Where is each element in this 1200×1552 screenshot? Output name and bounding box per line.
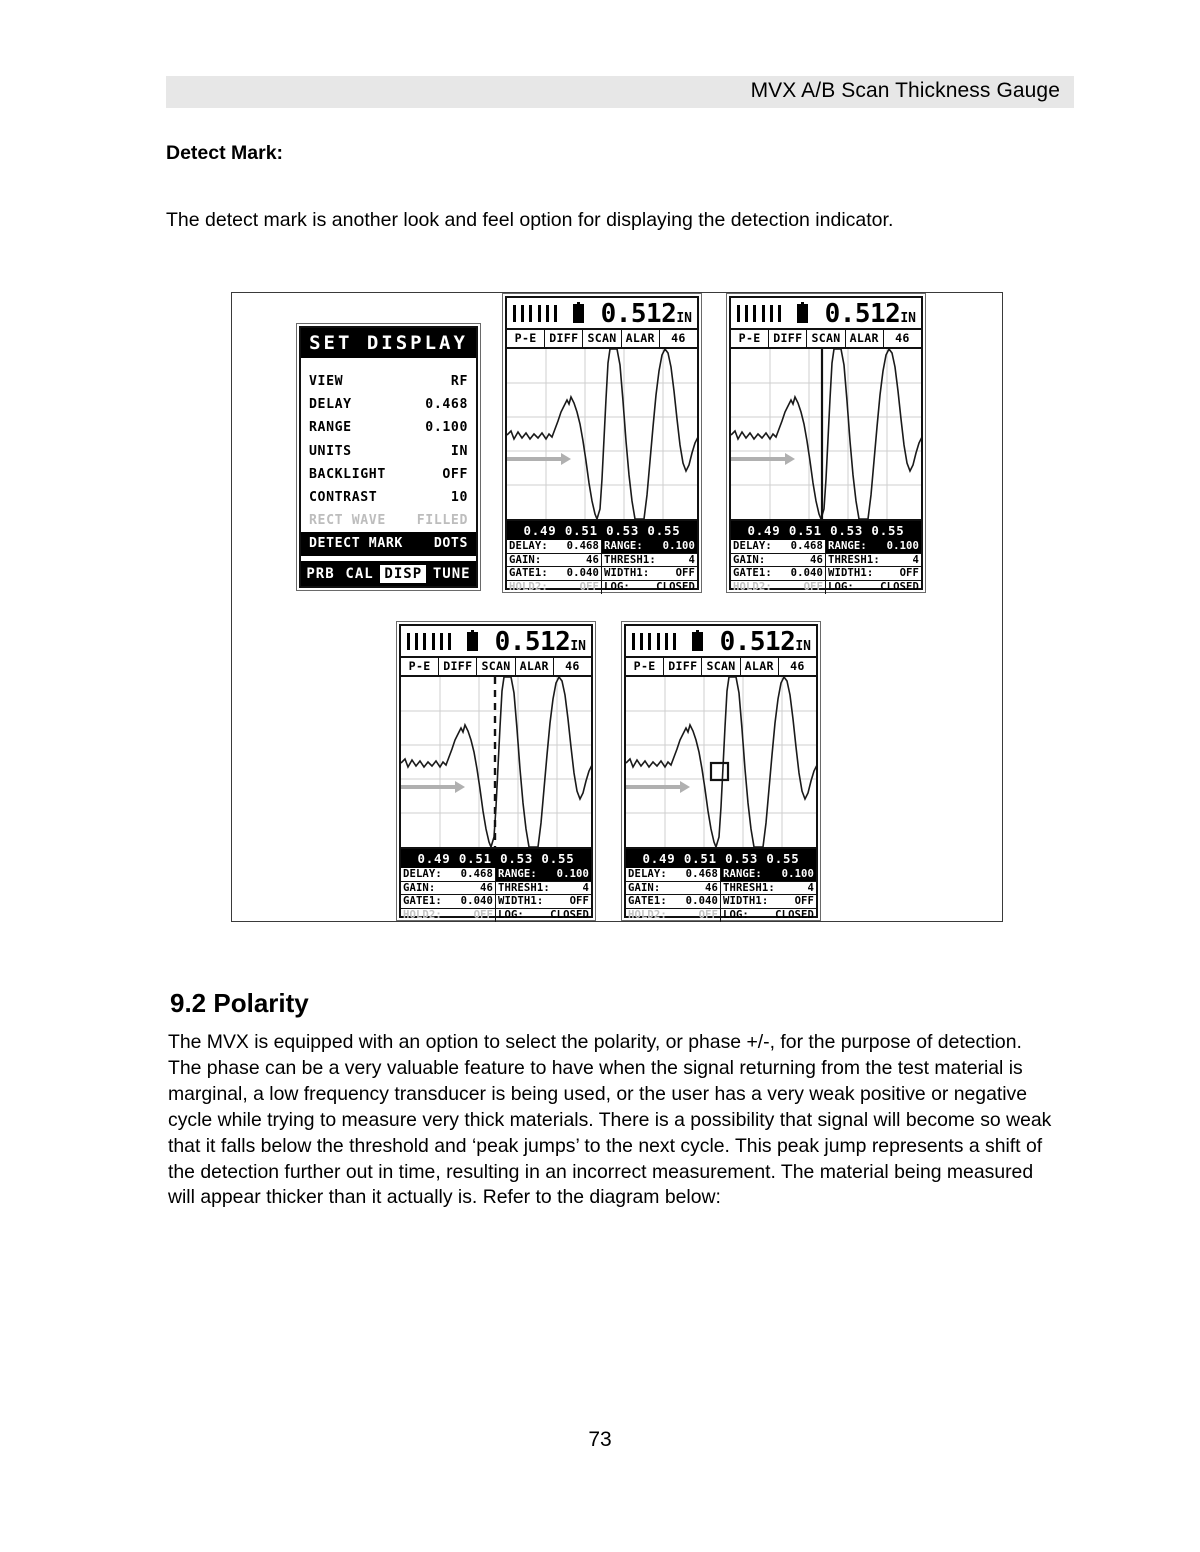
param-gain[interactable] — [731, 554, 826, 567]
menu-item-units[interactable] — [301, 440, 476, 463]
param-row — [731, 554, 921, 568]
page-header-title: MVX A/B Scan Thickness Gauge — [750, 79, 1060, 102]
gauge-tab-pe[interactable]: P-E — [731, 330, 769, 347]
battery-icon — [692, 632, 703, 651]
param-value: CLOSED — [880, 580, 919, 593]
menu-tab-bar — [301, 561, 476, 586]
param-width1[interactable] — [602, 567, 697, 580]
gauge-panel-dots — [396, 621, 596, 921]
param-hold2 — [401, 909, 496, 923]
gauge-tab-gain[interactable]: 46 — [790, 659, 805, 673]
waveform-svg — [401, 677, 591, 847]
gauge-panel-line — [726, 293, 926, 593]
battery-icon — [573, 304, 584, 323]
param-key: WIDTH1: — [498, 895, 544, 907]
param-key: GATE1: — [403, 895, 442, 907]
param-range[interactable] — [721, 868, 816, 881]
waveform-scale: 0.49 0.51 0.53 0.55 — [401, 849, 591, 868]
param-key: HOLD2: — [733, 580, 772, 593]
menu-tab-tune[interactable]: TUNE — [432, 565, 471, 582]
param-key: RANGE: — [723, 868, 762, 880]
param-key: THRESH1: — [828, 553, 880, 566]
signal-strength-icon — [407, 633, 451, 650]
param-value: 0.040 — [566, 567, 599, 579]
param-hold2 — [507, 581, 602, 595]
gate-arrow-icon — [731, 453, 795, 465]
param-key: GATE1: — [733, 567, 772, 579]
menu-item-value: 10 — [450, 489, 468, 505]
param-key: DELAY: — [628, 868, 667, 880]
gauge-mode-tabs — [626, 658, 816, 677]
gauge-tab-alar[interactable]: ALAR — [741, 658, 779, 675]
waveform-trace — [507, 349, 697, 519]
param-range[interactable] — [826, 540, 921, 553]
param-value: 0.040 — [790, 567, 823, 579]
param-value: 4 — [582, 881, 589, 894]
param-row — [626, 868, 816, 882]
menu-item-label: RANGE — [309, 420, 352, 436]
param-key: GAIN: — [628, 881, 661, 894]
signal-strength-icon — [737, 305, 781, 322]
param-value: 0.468 — [460, 868, 493, 880]
menu-tab-disp[interactable]: DISP — [380, 565, 426, 583]
param-thresh1[interactable] — [496, 882, 591, 895]
thickness-reading — [825, 299, 916, 334]
menu-item-detect-mark[interactable] — [301, 532, 476, 555]
param-value: 4 — [912, 553, 919, 566]
gauge-tab-diff[interactable]: DIFF — [545, 330, 583, 347]
gauge-status-bar — [626, 626, 816, 658]
gate-arrow-icon — [507, 453, 571, 465]
param-key: HOLD2: — [628, 908, 667, 921]
param-key: RANGE: — [498, 868, 537, 880]
param-row — [401, 909, 591, 923]
section-body-polarity: The MVX is equipped with an option to select the polarity, or phase +/-, for the purpose of detection. The phase can be a very valuable feature to have when the signal returning from the test material is marginal, a low frequency transducer is being used, or the user has a very weak positive or negative cycle while trying to measure very thick materials. There is a possibility that signal will become so weak that it falls below the threshold and ‘peak jumps’ to the next cycle. This peak jump represents a shift of the detection further out in time, resulting in an incorrect measurement. The material being measured will appear thicker than it actually is. Refer to the diagram below: — [168, 1031, 1052, 1209]
waveform-scale: 0.49 0.51 0.53 0.55 — [507, 521, 697, 540]
param-range[interactable] — [496, 868, 591, 881]
menu-item-label: RECT WAVE — [309, 513, 386, 529]
menu-item-label: VIEW — [309, 374, 344, 389]
waveform-display — [507, 349, 697, 521]
param-value: 0.468 — [566, 540, 599, 552]
param-value: 46 — [480, 881, 493, 894]
param-delay[interactable] — [626, 868, 721, 881]
gauge-mode-tabs — [507, 330, 697, 349]
param-gain[interactable] — [401, 882, 496, 895]
param-key: GATE1: — [509, 567, 548, 579]
menu-tab-prb[interactable]: PRB — [306, 565, 335, 582]
menu-item-label: DETECT MARK — [309, 536, 403, 552]
param-value: 0.040 — [460, 895, 493, 907]
page-header-bar — [166, 76, 1074, 108]
param-key: WIDTH1: — [723, 895, 769, 907]
gauge-tab-alar[interactable]: ALAR — [516, 658, 554, 675]
menu-item-value: DOTS — [433, 536, 468, 552]
menu-item-value: 0.468 — [425, 397, 468, 413]
param-gate1[interactable] — [401, 895, 496, 908]
set-display-menu-body — [299, 326, 478, 588]
param-width1[interactable] — [826, 567, 921, 580]
gate-arrow-icon — [401, 781, 465, 793]
waveform-grid — [731, 349, 921, 519]
gauge-tab-pe[interactable]: P-E — [401, 658, 439, 675]
gauge-mode-tabs — [401, 658, 591, 677]
param-key: GAIN: — [733, 553, 766, 566]
param-hold2 — [626, 909, 721, 923]
battery-icon — [797, 304, 808, 323]
gauge-tab-alar[interactable]: ALAR — [622, 330, 660, 347]
menu-tab-cal[interactable]: CAL — [345, 565, 374, 582]
waveform-trace — [731, 349, 921, 519]
set-display-menu-title: SET DISPLAY — [301, 328, 476, 358]
thickness-value: 0.512 — [719, 627, 796, 657]
param-key: LOG: — [498, 908, 524, 921]
param-gate1[interactable] — [731, 567, 826, 580]
gauge-screen-body — [399, 624, 593, 921]
param-log[interactable] — [496, 909, 591, 923]
param-value: OFF — [899, 567, 919, 579]
waveform-scale: 0.49 0.51 0.53 0.55 — [731, 521, 921, 540]
param-hold2 — [731, 581, 826, 595]
param-row — [507, 554, 697, 568]
gauge-tab-pe[interactable]: P-E — [626, 658, 664, 675]
param-value: 4 — [807, 881, 814, 894]
menu-item-value: RF — [450, 374, 468, 389]
param-row — [626, 882, 816, 896]
param-key: GATE1: — [628, 895, 667, 907]
gauge-tab-scan[interactable]: SCAN — [702, 658, 740, 675]
waveform-grid — [507, 349, 697, 519]
param-value: OFF — [579, 580, 599, 593]
param-value: 0.100 — [781, 868, 814, 880]
gauge-panel-none — [502, 293, 702, 593]
gauge-screen-body — [729, 296, 923, 593]
thickness-unit: IN — [676, 311, 692, 326]
section-heading-polarity: 9.2 Polarity — [170, 988, 309, 1018]
gauge-tab-diff[interactable]: DIFF — [439, 658, 477, 675]
param-key: GAIN: — [509, 553, 542, 566]
param-value: CLOSED — [775, 908, 814, 921]
gauge-tab-alar[interactable]: ALAR — [846, 330, 884, 347]
gauge-tab-gain[interactable]: 46 — [895, 331, 910, 345]
gauge-status-bar — [731, 298, 921, 330]
param-value: OFF — [698, 908, 718, 921]
param-key: HOLD2: — [403, 908, 442, 921]
menu-item-label: CONTRAST — [309, 489, 378, 505]
param-thresh1[interactable] — [602, 554, 697, 567]
menu-item-delay[interactable] — [301, 393, 476, 416]
param-gain[interactable] — [507, 554, 602, 567]
gauge-status-bar — [507, 298, 697, 330]
param-value: CLOSED — [656, 580, 695, 593]
gate-arrow-icon — [626, 781, 690, 793]
param-log[interactable] — [602, 581, 697, 595]
waveform-svg — [507, 349, 697, 519]
param-value: 46 — [586, 553, 599, 566]
param-row — [731, 567, 921, 581]
gauge-parameter-table — [626, 868, 816, 921]
param-row — [401, 868, 591, 882]
gauge-status-bar — [401, 626, 591, 658]
waveform-display — [731, 349, 921, 521]
thickness-unit: IN — [900, 311, 916, 326]
menu-item-value: 0.100 — [425, 420, 468, 436]
menu-item-rect-wave — [301, 509, 476, 532]
param-width1[interactable] — [721, 895, 816, 908]
detect-mark-paragraph: The detect mark is another look and feel option for displaying the detection indicator. — [166, 209, 894, 231]
param-row — [731, 540, 921, 554]
battery-icon — [467, 632, 478, 651]
thickness-value: 0.512 — [600, 299, 677, 329]
gauge-panel-box — [621, 621, 821, 921]
param-value: 0.468 — [790, 540, 823, 552]
gauge-screen-body — [624, 624, 818, 921]
param-width1[interactable] — [496, 895, 591, 908]
param-gate1[interactable] — [507, 567, 602, 580]
param-value: 0.100 — [886, 540, 919, 552]
menu-item-label: UNITS — [309, 443, 352, 459]
detect-mark-heading: Detect Mark: — [166, 142, 284, 164]
gauge-tab-scan[interactable]: SCAN — [807, 330, 845, 347]
menu-item-range[interactable] — [301, 416, 476, 439]
param-delay[interactable] — [731, 540, 826, 553]
param-row — [507, 581, 697, 595]
gauge-tab-scan[interactable]: SCAN — [583, 330, 621, 347]
menu-item-backlight[interactable] — [301, 463, 476, 486]
param-gate1[interactable] — [626, 895, 721, 908]
param-row — [507, 567, 697, 581]
param-key: THRESH1: — [604, 553, 656, 566]
page-number: 73 — [588, 1428, 612, 1451]
param-value: CLOSED — [550, 908, 589, 921]
param-value: 4 — [688, 553, 695, 566]
gauge-parameter-table — [401, 868, 591, 921]
menu-item-label: BACKLIGHT — [309, 466, 386, 482]
waveform-display — [626, 677, 816, 849]
waveform-svg — [731, 349, 921, 519]
param-key: LOG: — [828, 580, 854, 593]
param-thresh1[interactable] — [826, 554, 921, 567]
gauge-tab-pe[interactable]: P-E — [507, 330, 545, 347]
param-key: RANGE: — [828, 540, 867, 552]
param-value: 46 — [810, 553, 823, 566]
param-value: 0.468 — [685, 868, 718, 880]
menu-item-value: IN — [450, 443, 468, 459]
gauge-tab-gain[interactable]: 46 — [671, 331, 686, 345]
menu-item-value: OFF — [442, 466, 468, 482]
gauge-parameter-table — [507, 540, 697, 593]
param-value: 0.100 — [556, 868, 589, 880]
param-value: OFF — [675, 567, 695, 579]
thickness-reading — [495, 627, 586, 662]
thickness-reading — [601, 299, 692, 334]
param-value: OFF — [803, 580, 823, 593]
set-display-menu-rows — [301, 370, 476, 556]
gauge-screen-body — [505, 296, 699, 593]
signal-strength-icon — [632, 633, 676, 650]
param-value: 46 — [705, 881, 718, 894]
thickness-unit: IN — [795, 639, 811, 654]
menu-item-contrast[interactable] — [301, 486, 476, 509]
menu-item-view[interactable] — [301, 370, 476, 393]
param-value: OFF — [569, 895, 589, 907]
param-range[interactable] — [602, 540, 697, 553]
gauge-parameter-table — [731, 540, 921, 593]
param-delay[interactable] — [507, 540, 602, 553]
param-key: DELAY: — [733, 540, 772, 552]
gauge-mode-tabs — [731, 330, 921, 349]
param-value: OFF — [794, 895, 814, 907]
thickness-value: 0.512 — [824, 299, 901, 329]
menu-item-label: DELAY — [309, 397, 352, 413]
param-log[interactable] — [721, 909, 816, 923]
param-row — [507, 540, 697, 554]
gauge-tab-gain[interactable]: 46 — [565, 659, 580, 673]
param-value: 0.040 — [685, 895, 718, 907]
waveform-scale: 0.49 0.51 0.53 0.55 — [626, 849, 816, 868]
param-row — [626, 909, 816, 923]
waveform-svg — [626, 677, 816, 847]
thickness-value: 0.512 — [494, 627, 571, 657]
param-value: OFF — [473, 908, 493, 921]
param-key: LOG: — [723, 908, 749, 921]
signal-strength-icon — [513, 305, 557, 322]
thickness-unit: IN — [570, 639, 586, 654]
param-key: WIDTH1: — [828, 567, 874, 579]
param-key: THRESH1: — [723, 881, 775, 894]
param-key: DELAY: — [509, 540, 548, 552]
param-row — [401, 882, 591, 896]
detect-mark-box — [711, 763, 728, 780]
waveform-display — [401, 677, 591, 849]
thickness-reading — [720, 627, 811, 662]
param-key: DELAY: — [403, 868, 442, 880]
gauge-tab-scan[interactable]: SCAN — [477, 658, 515, 675]
param-row — [401, 895, 591, 909]
param-log[interactable] — [826, 581, 921, 595]
param-value: 0.100 — [662, 540, 695, 552]
gauge-tab-diff[interactable]: DIFF — [769, 330, 807, 347]
param-key: HOLD2: — [509, 580, 548, 593]
detect-mark-figure — [231, 292, 1003, 922]
param-key: THRESH1: — [498, 881, 550, 894]
menu-item-value: FILLED — [416, 513, 468, 529]
set-display-menu-screen — [296, 323, 481, 591]
param-key: GAIN: — [403, 881, 436, 894]
param-key: WIDTH1: — [604, 567, 650, 579]
param-row — [731, 581, 921, 595]
param-row — [626, 895, 816, 909]
param-delay[interactable] — [401, 868, 496, 881]
param-gain[interactable] — [626, 882, 721, 895]
param-thresh1[interactable] — [721, 882, 816, 895]
gauge-tab-diff[interactable]: DIFF — [664, 658, 702, 675]
param-key: RANGE: — [604, 540, 643, 552]
param-key: LOG: — [604, 580, 630, 593]
